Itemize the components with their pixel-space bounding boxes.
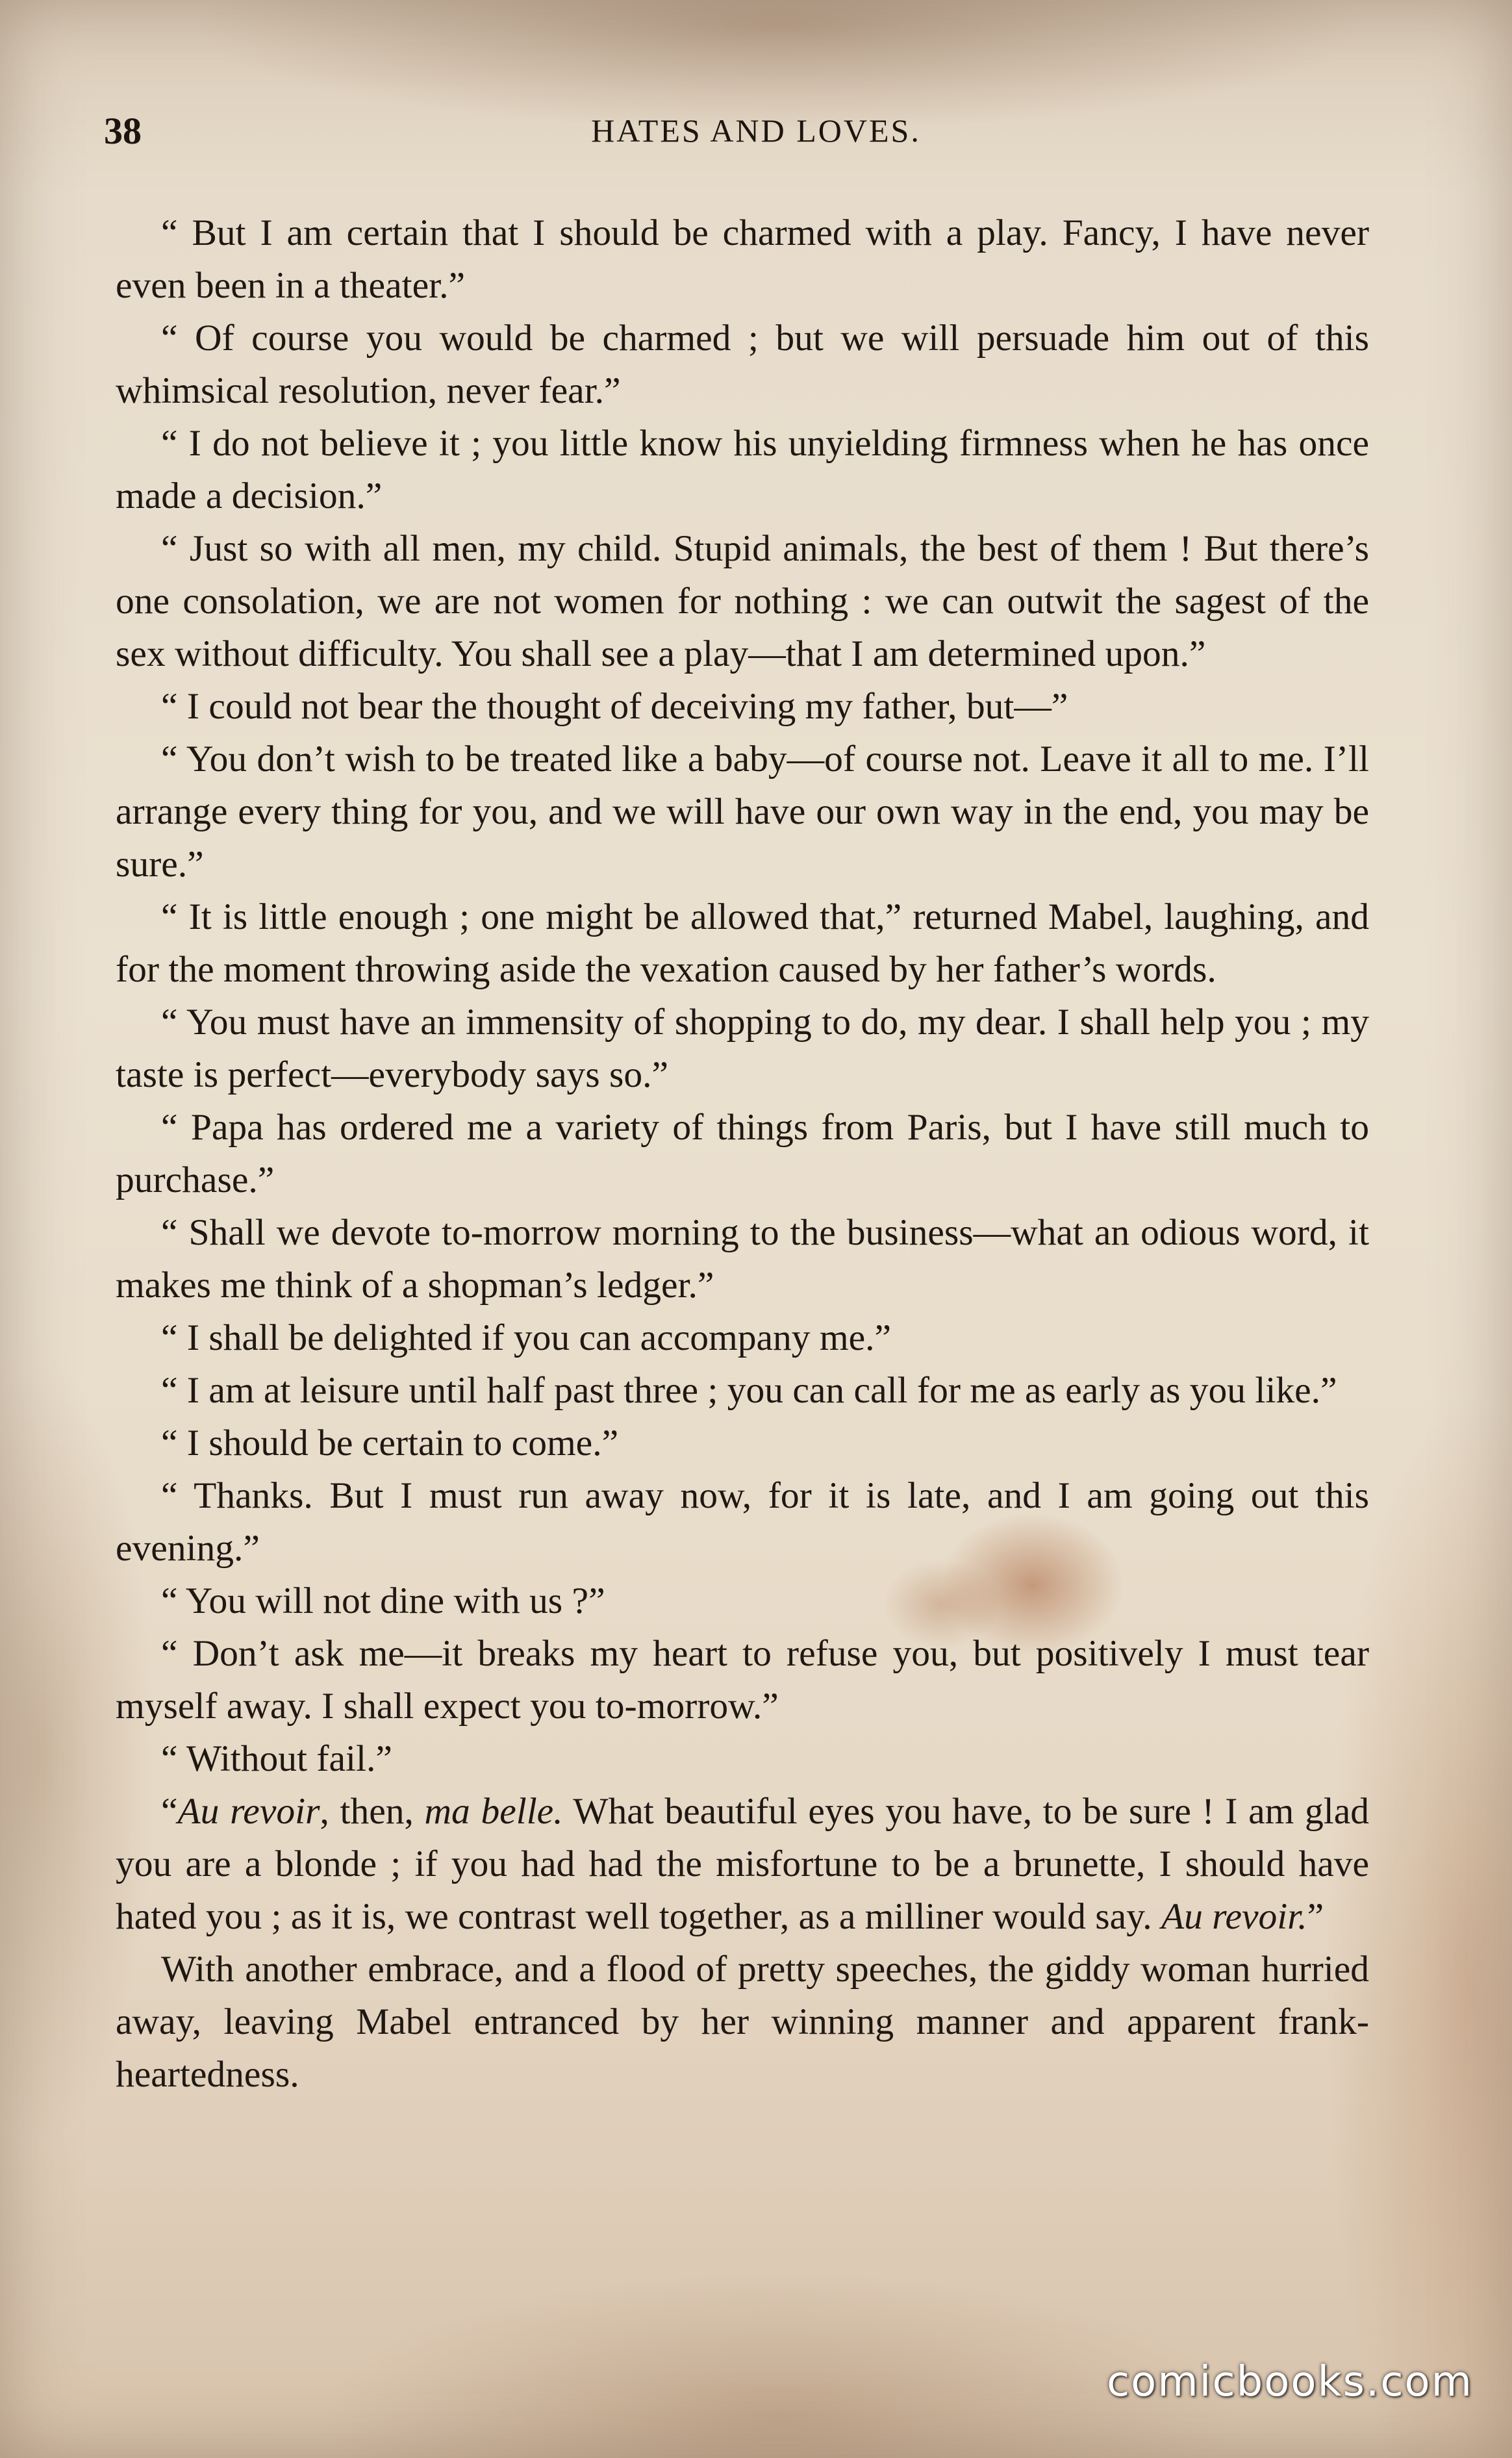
paragraph-18-text-2: What beautiful eyes you have, to be sure ! I am glad you are a blonde ; if you had had the misfortune to be a brunette, I should have hated you ; as it is, we contrast well together, as a milliner would say. bbox=[116, 1791, 1370, 1937]
paragraph-14: “ Thanks. But I must run away now, for it is late, and I am going out this evening.” bbox=[116, 1475, 1369, 1569]
paragraph-15: “ You will not dine with us ?” bbox=[161, 1580, 605, 1621]
italic-au-revoir-end: Au revoir. bbox=[1161, 1896, 1307, 1937]
paragraph-4: “ Just so with all men, my child. Stupid animals, the best of them ! But there’s one consolation, we are not women for nothing : we can outwit the sagest of the sex without difficulty. You shall see a play—that I am determined upon.” bbox=[116, 528, 1369, 674]
running-title: HATES AND LOVES. bbox=[591, 112, 921, 149]
paragraph-13: “ I should be certain to come.” bbox=[161, 1423, 619, 1463]
paragraph-5: “ I could not bear the thought of deceiving my father, but—” bbox=[161, 686, 1068, 727]
open-quote: “ bbox=[161, 1791, 178, 1832]
italic-au-revoir: Au revoir bbox=[177, 1791, 320, 1832]
paragraph-19: With another embrace, and a flood of pretty speeches, the giddy woman hurried away, leaving Mabel entranced by her winning manner and apparent frank-heartedness. bbox=[116, 1949, 1369, 2095]
paragraph-11: “ I shall be delighted if you can accompany me.” bbox=[161, 1317, 892, 1358]
paragraph-12: “ I am at leisure until half past three ; you can call for me as early as you like.” bbox=[161, 1370, 1337, 1411]
paragraph-1: “ But I am certain that I should be charmed with a play. Fancy, I have never even been in a theater.” bbox=[116, 212, 1369, 306]
paragraph-18 bbox=[116, 1785, 1369, 1943]
paragraph-2: “ Of course you would be charmed ; but we will persuade him out of this whimsical resolution, never fear.” bbox=[116, 318, 1369, 411]
paragraph-9: “ Papa has ordered me a variety of things from Paris, but I have still much to purchase.” bbox=[116, 1107, 1369, 1200]
italic-ma-belle: ma belle. bbox=[424, 1791, 563, 1832]
paragraph-17: “ Without fail.” bbox=[161, 1738, 392, 1779]
page-number: 38 bbox=[104, 110, 142, 152]
paragraph-18-text-1: , then, bbox=[320, 1791, 425, 1832]
running-head bbox=[0, 104, 1512, 156]
watermark: comicbooks.com bbox=[1106, 2358, 1473, 2406]
paragraph-8: “ You must have an immensity of shopping to do, my dear. I shall help you ; my taste is perfect—everybody says so.” bbox=[116, 1002, 1369, 1095]
body-text bbox=[116, 207, 1369, 2101]
paragraph-3: “ I do not believe it ; you little know his unyielding firmness when he has once made a decision.” bbox=[116, 423, 1369, 516]
paragraph-7: “ It is little enough ; one might be allowed that,” returned Mabel, laughing, and for the moment throwing aside the vexation caused by her father’s words. bbox=[116, 896, 1369, 990]
paragraph-16: “ Don’t ask me—it breaks my heart to refuse you, but positively I must tear myself away. I shall expect you to-morrow.” bbox=[116, 1633, 1369, 1727]
paragraph-6: “ You don’t wish to be treated like a baby—of course not. Leave it all to me. I’ll arrange every thing for you, and we will have our own way in the end, you may be sure.” bbox=[116, 739, 1369, 885]
close-quote: ” bbox=[1307, 1896, 1324, 1937]
paragraph-10: “ Shall we devote to-morrow morning to the business—what an odious word, it makes me think of a shopman’s ledger.” bbox=[116, 1212, 1369, 1306]
